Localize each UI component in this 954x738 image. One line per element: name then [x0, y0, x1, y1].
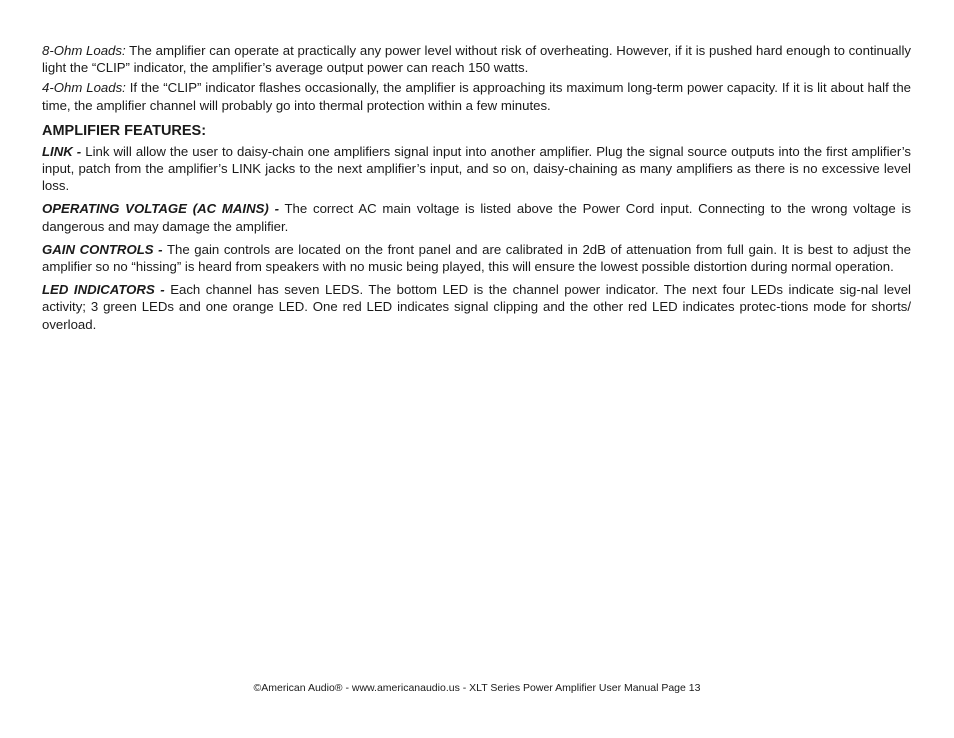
feature-led-indicators: [42, 281, 911, 333]
page-content: [42, 42, 911, 333]
paragraph-text: If the “CLIP” indicator flashes occasionally, the amplifier is approaching its maximum long-term power capacity. If it is lit about half the time, the amplifier channel will probably go into thermal protection within a few minutes.: [42, 80, 911, 113]
paragraph-lead: 8-Ohm Loads:: [42, 43, 126, 58]
feature-lead: LINK -: [42, 143, 82, 159]
feature-gain-controls: [42, 241, 911, 275]
feature-text: Each channel has seven LEDS. The bottom LED is the channel power indicator. The next four LEDs indicate sig-nal level activity; 3 green LEDs and one orange LED. One red LED indicates signal clipping and the other red LED indicates protec-tions mode for shorts/ overload.: [42, 282, 911, 332]
paragraph-lead: 4-Ohm Loads:: [42, 80, 126, 96]
feature-operating-voltage: [42, 200, 911, 234]
feature-link: [42, 143, 911, 195]
feature-lead: LED INDICATORS -: [42, 282, 165, 298]
feature-text: The correct AC main voltage is listed above the Power Cord input. Connecting to the wrong voltage is dangerous and may damage the amplifier.: [42, 201, 911, 234]
feature-text: The gain controls are located on the front panel and are calibrated in 2dB of attenuation from full gain. It is best to adjust the amplifier so no “hissing” is heard from speakers with no music being played, this will ensure the lowest possible distortion during normal operation.: [42, 241, 911, 275]
paragraph-text: The amplifier can operate at practically any power level without risk of overheating. However, if it is pushed hard enough to continually light the “CLIP” indicator, the amplifier’s average output power can reach 150 watts.: [42, 43, 911, 76]
section-heading-amplifier-features: AMPLIFIER FEATURES:: [42, 122, 207, 139]
feature-lead: GAIN CONTROLS -: [42, 241, 163, 257]
feature-text: Link will allow the user to daisy-chain one amplifiers signal input into another amplifier. Plug the signal source outputs into the first amplifier’s input, patch from the amplifier’s LINK jacks to the next amplifier’s input, and so on, daisy-chaining as many amplifiers as there is no excessive level loss.: [42, 143, 912, 194]
page-footer: ©American Audio® - www.americanaudio.us - XLT Series Power Amplifier User Manual Page 13: [253, 682, 701, 694]
paragraph-8-ohm-loads: [42, 42, 911, 76]
paragraph-4-ohm-loads: [42, 79, 911, 113]
feature-lead: OPERATING VOLTAGE (AC MAINS) -: [42, 201, 279, 217]
